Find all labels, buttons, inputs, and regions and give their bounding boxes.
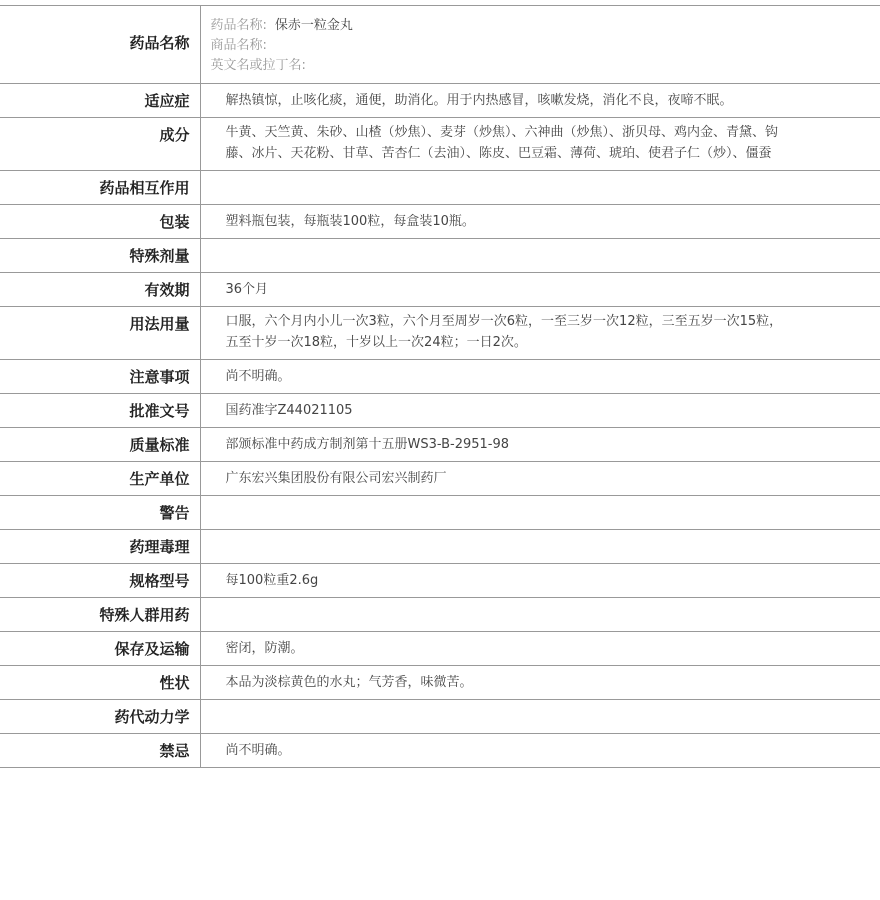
row-value — [200, 700, 880, 734]
generic-name-value: 保赤一粒金丸 — [274, 18, 353, 33]
row-label: 药品相互作用 — [0, 171, 200, 205]
row-drug-name — [0, 6, 880, 84]
generic-name-label: 药品名称: — [210, 18, 267, 33]
row-value: 口服，六个月内小儿一次3粒，六个月至周岁一次6粒，一至三岁一次12粒，三至五岁一次15粒，五至十岁一次18粒，十岁以上一次24粒；一日2次。 — [200, 307, 880, 360]
row-value: 解热镇惊，止咳化痰，通便，助消化。用于内热感冒，咳嗽发烧，消化不良，夜啼不眠。 — [200, 84, 880, 118]
english-name-label: 英文名或拉丁名: — [210, 58, 306, 73]
generic-name-line — [211, 16, 861, 36]
row-toxicology — [0, 530, 880, 564]
row-label: 保存及运输 — [0, 632, 200, 666]
row-value — [200, 171, 880, 205]
row-package — [0, 205, 880, 239]
row-value — [200, 530, 880, 564]
row-appearance — [0, 666, 880, 700]
row-label: 禁忌 — [0, 734, 200, 768]
row-approval — [0, 394, 880, 428]
row-value: 广东宏兴集团股份有限公司宏兴制药厂 — [200, 462, 880, 496]
row-label: 注意事项 — [0, 360, 200, 394]
row-precautions — [0, 360, 880, 394]
row-label: 质量标准 — [0, 428, 200, 462]
row-storage — [0, 632, 880, 666]
row-special-groups — [0, 598, 880, 632]
row-label: 规格型号 — [0, 564, 200, 598]
row-label: 用法用量 — [0, 307, 200, 360]
row-value: 塑料瓶包装，每瓶装100粒，每盒装10瓶。 — [200, 205, 880, 239]
name-block — [200, 6, 880, 84]
row-label: 药代动力学 — [0, 700, 200, 734]
row-value: 36个月 — [200, 273, 880, 307]
row-label: 有效期 — [0, 273, 200, 307]
row-value: 牛黄、天竺黄、朱砂、山楂（炒焦）、麦芽（炒焦）、六神曲（炒焦）、浙贝母、鸡内金、青黛、钩藤、冰片、天花粉、甘草、苦杏仁（去油）、陈皮、巴豆霜、薄荷、琥珀、使君子仁（炒）、僵蚕 — [200, 118, 880, 171]
row-label: 批准文号 — [0, 394, 200, 428]
row-value: 密闭，防潮。 — [200, 632, 880, 666]
row-label: 适应症 — [0, 84, 200, 118]
row-warning — [0, 496, 880, 530]
row-manufacturer — [0, 462, 880, 496]
row-label: 药品名称 — [0, 6, 200, 84]
row-value: 本品为淡棕黄色的水丸；气芳香，味微苦。 — [200, 666, 880, 700]
trade-name-line — [211, 36, 861, 56]
row-contraindications — [0, 734, 880, 768]
row-value — [200, 239, 880, 273]
english-name-line — [211, 56, 861, 76]
row-label: 警告 — [0, 496, 200, 530]
row-spec — [0, 564, 880, 598]
row-value: 尚不明确。 — [200, 360, 880, 394]
row-indications — [0, 84, 880, 118]
row-validity — [0, 273, 880, 307]
row-value: 国药准字Z44021105 — [200, 394, 880, 428]
row-usage — [0, 307, 880, 360]
row-value: 尚不明确。 — [200, 734, 880, 768]
row-label: 特殊人群用药 — [0, 598, 200, 632]
row-label: 性状 — [0, 666, 200, 700]
row-value: 部颁标准中药成方制剂第十五册WS3-B-2951-98 — [200, 428, 880, 462]
row-label: 特殊剂量 — [0, 239, 200, 273]
row-pharmacokinetics — [0, 700, 880, 734]
row-interactions — [0, 171, 880, 205]
row-label: 药理毒理 — [0, 530, 200, 564]
row-ingredients — [0, 118, 880, 171]
row-value: 每100粒重2.6g — [200, 564, 880, 598]
row-value — [200, 496, 880, 530]
row-label: 包装 — [0, 205, 200, 239]
row-label: 成分 — [0, 118, 200, 171]
trade-name-label: 商品名称: — [210, 38, 267, 53]
row-special-dosage — [0, 239, 880, 273]
drug-info-table — [0, 5, 880, 768]
row-standard — [0, 428, 880, 462]
row-value — [200, 598, 880, 632]
row-label: 生产单位 — [0, 462, 200, 496]
